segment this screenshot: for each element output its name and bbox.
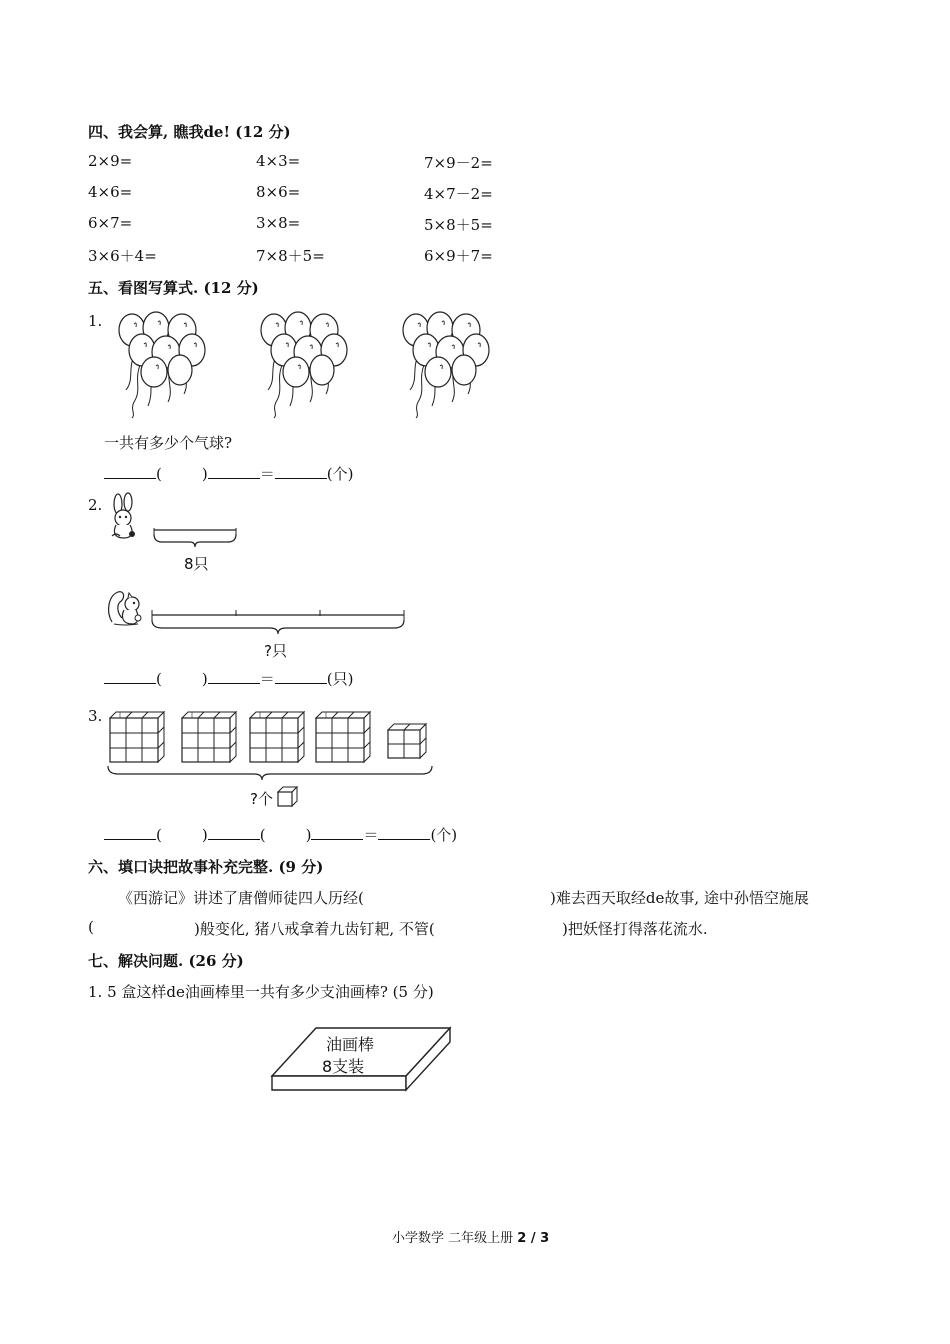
equation-line xyxy=(104,824,457,845)
section4-title: 四、我会算, 瞧我de! (12 分) xyxy=(88,123,291,141)
story-line-2c: )把妖怪打得落花流水. xyxy=(562,920,708,938)
section6-title: 六、填口诀把故事补充完整. (9 分) xyxy=(88,858,324,876)
answer-blank[interactable] xyxy=(311,825,363,840)
calc-problem: 5×8＋5= xyxy=(424,216,493,234)
crayon-box-count: 8支装 xyxy=(322,1057,365,1076)
cube-count-label: ?个 xyxy=(250,790,273,808)
story-line-1b: )难去西天取经de故事, 途中孙悟空施展 xyxy=(550,889,809,907)
rabbit-icon xyxy=(106,494,142,540)
unit-label: (只) xyxy=(326,670,354,688)
answer-blank[interactable] xyxy=(275,669,327,684)
paren-open: ( xyxy=(156,465,162,483)
calc-problem: 4×7－2= xyxy=(424,185,493,203)
story-blank-1[interactable] xyxy=(400,884,546,904)
answer-blank[interactable] xyxy=(104,825,156,840)
cube-icon xyxy=(276,786,300,808)
calc-problem: 7×9－2= xyxy=(424,154,493,172)
answer-blank[interactable] xyxy=(208,669,260,684)
squirrel-icon xyxy=(106,588,146,628)
paren-close: ) xyxy=(305,826,312,844)
question-number: 3. xyxy=(88,707,103,725)
story-blank-2[interactable] xyxy=(98,915,192,935)
answer-blank[interactable] xyxy=(378,825,430,840)
story-blank-3[interactable] xyxy=(464,915,560,935)
cube-stacks-icon xyxy=(104,706,444,816)
answer-blank[interactable] xyxy=(208,825,260,840)
answer-blank[interactable] xyxy=(104,669,156,684)
footer-text: 小学数学 二年级上册 xyxy=(392,1231,518,1246)
equation-line xyxy=(104,463,353,484)
page-footer xyxy=(392,1227,549,1246)
calc-problem: 4×6= xyxy=(88,183,133,201)
story-line-2a: ( xyxy=(88,918,94,936)
page-number: 2 / 3 xyxy=(517,1231,550,1246)
equals-sign: ＝ xyxy=(363,826,379,844)
calc-problem: 2×9= xyxy=(88,152,133,170)
calc-problem: 6×9＋7= xyxy=(424,247,493,265)
question-number: 1. xyxy=(88,312,103,330)
section7-title: 七、解决问题. (26 分) xyxy=(88,952,244,970)
paren-close: ) xyxy=(201,826,208,844)
paren-close: ) xyxy=(201,670,208,688)
calc-problem: 3×6＋4= xyxy=(88,247,157,265)
paren-open: ( xyxy=(259,826,266,844)
unit-label: (个) xyxy=(430,826,458,844)
question-number: 2. xyxy=(88,496,103,514)
question-text: 一共有多少个气球? xyxy=(104,434,233,452)
calc-problem: 6×7= xyxy=(88,214,133,232)
unit-label: (个) xyxy=(326,465,354,483)
story-line-1a: 《西游记》讲述了唐僧师徒四人历经( xyxy=(118,889,364,907)
balloon-bunches-icon xyxy=(100,310,520,420)
equation-line xyxy=(104,668,353,689)
section5-title: 五、看图写算式. (12 分) xyxy=(88,279,259,297)
calc-problem: 3×8= xyxy=(256,214,301,232)
rabbit-bar xyxy=(150,528,250,550)
crayon-box-title: 油画棒 xyxy=(326,1035,375,1054)
equals-sign: ＝ xyxy=(259,670,275,688)
story-line-2b: )般变化, 猪八戒拿着九齿钉耙, 不管( xyxy=(194,920,435,938)
paren-open: ( xyxy=(156,670,162,688)
calc-problem: 8×6= xyxy=(256,183,301,201)
calc-problem: 7×8＋5= xyxy=(256,247,325,265)
calc-problem: 4×3= xyxy=(256,152,301,170)
question-text: 1. 5 盒这样de油画棒里一共有多少支油画棒? (5 分) xyxy=(88,983,434,1001)
answer-blank[interactable] xyxy=(275,464,327,479)
squirrel-bar xyxy=(148,612,418,636)
answer-blank[interactable] xyxy=(104,464,156,479)
rabbit-count-label: 8只 xyxy=(184,555,209,573)
equals-sign: ＝ xyxy=(259,465,275,483)
paren-open: ( xyxy=(156,826,162,844)
answer-blank[interactable] xyxy=(208,464,260,479)
squirrel-count-label: ?只 xyxy=(264,642,287,660)
paren-close: ) xyxy=(201,465,208,483)
